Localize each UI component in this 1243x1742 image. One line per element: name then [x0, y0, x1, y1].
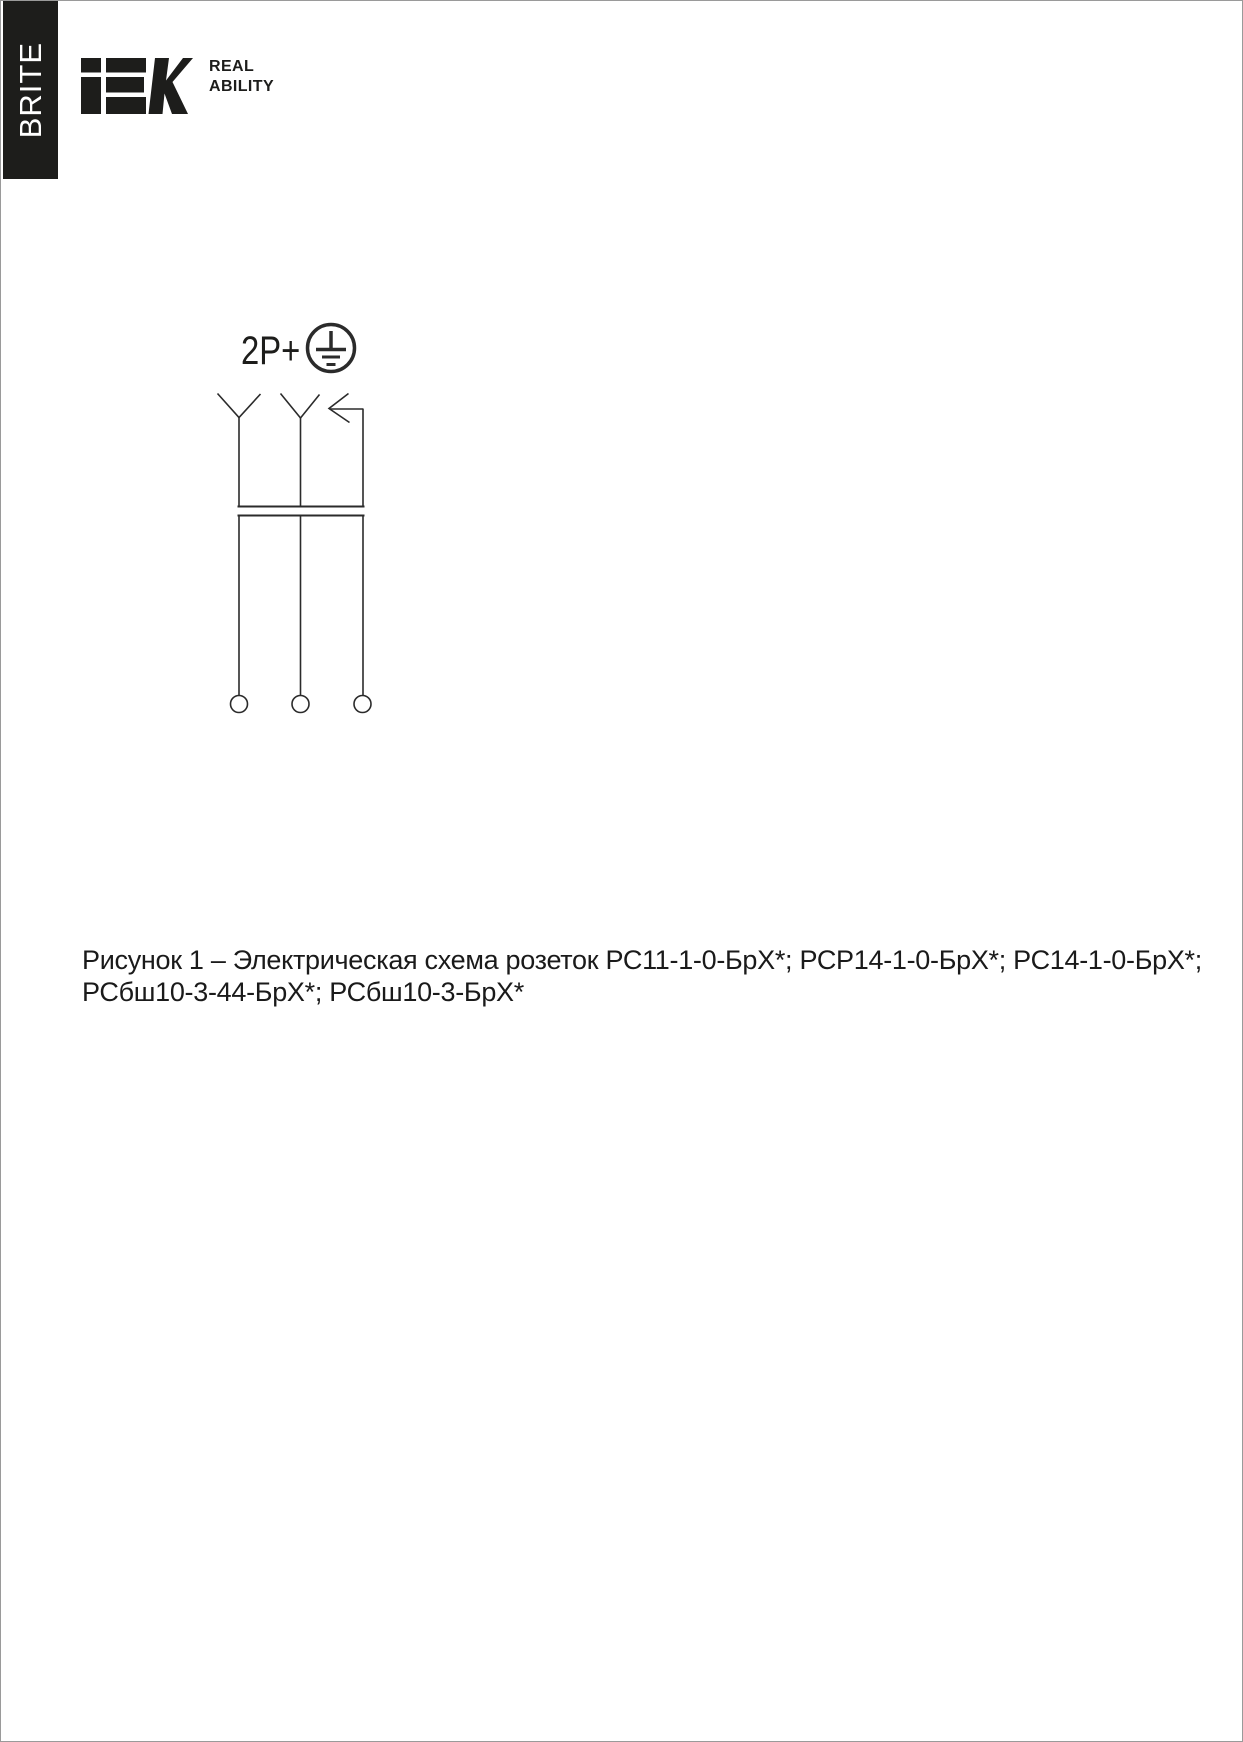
pole-contact-2	[281, 394, 320, 419]
pole-contact-1	[218, 394, 261, 418]
iek-logo-icon	[81, 56, 193, 116]
brand-tagline	[209, 57, 274, 96]
terminal-2	[292, 696, 309, 713]
terminal-3	[354, 696, 371, 713]
brite-label: BRITE	[13, 41, 48, 139]
figure-caption	[82, 945, 1202, 1008]
tagline-line1: REAL	[209, 58, 255, 75]
figure-schematic	[151, 286, 451, 721]
brite-side-banner	[3, 1, 58, 179]
earth-contact-arrow	[329, 394, 364, 423]
caption-line1: Рисунок 1 – Электрическая схема розеток РС11-1-0-БрХ*; РСР14-1-0-БрХ*; РС14-1-0-БрХ*;	[82, 945, 1202, 975]
tagline-line2: ABILITY	[209, 77, 275, 95]
caption-line2: РСбш10-3-44-БрХ*; РСбш10-3-БрХ*	[82, 976, 524, 1007]
earth-ground-icon	[308, 325, 355, 372]
socket-wiring-diagram	[151, 286, 451, 721]
terminal-1	[231, 696, 248, 713]
poles-label: 2P+	[241, 329, 301, 373]
